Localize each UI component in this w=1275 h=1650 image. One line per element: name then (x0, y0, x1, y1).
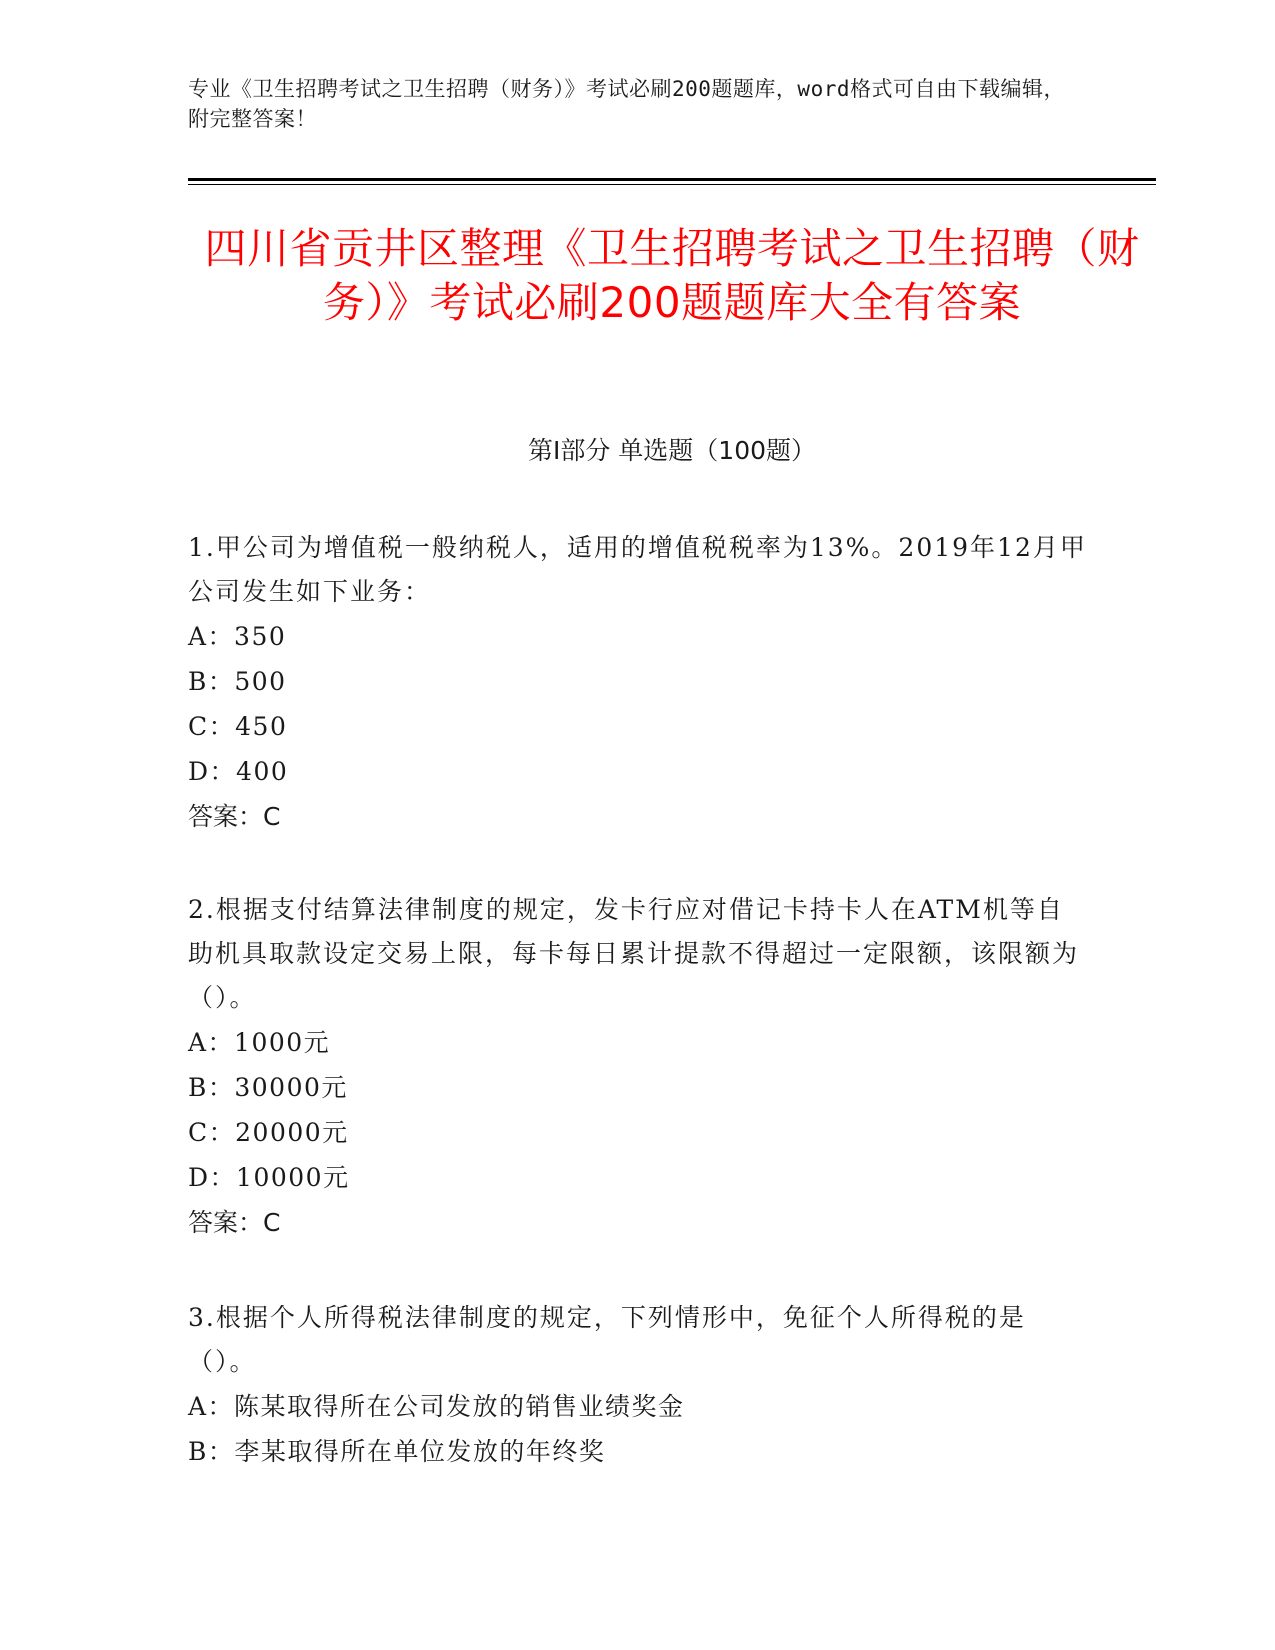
option-a: A：陈某取得所在公司发放的销售业绩奖金 (188, 1392, 685, 1421)
option-b: B：30000元 (188, 1073, 348, 1102)
header-note: 专业《卫生招聘考试之卫生招聘（财务）》考试必刷200题题库，word格式可自由下载编辑，附完整答案！ (188, 77, 1065, 131)
option-a: A：350 (188, 622, 287, 651)
answer: 答案：C (188, 1208, 281, 1237)
question-3 (188, 1296, 1088, 1474)
option-c: C：20000元 (188, 1118, 349, 1147)
option-b: B：500 (188, 667, 287, 696)
header-rule-thin (188, 184, 1156, 185)
option-c: C：450 (188, 712, 288, 741)
header-rule-thick (188, 178, 1156, 181)
option-d: D：10000元 (188, 1163, 350, 1192)
section-title: 第I部分 单选题（100题） (527, 436, 817, 465)
option-d: D：400 (188, 757, 289, 786)
question-stem: 1.甲公司为增值税一般纳税人，适用的增值税税率为13%。2019年12月甲公司发生如下业务： (188, 533, 1087, 606)
question-1 (188, 526, 1088, 839)
option-a: A：1000元 (188, 1028, 331, 1057)
answer: 答案：C (188, 802, 281, 831)
question-stem: 3.根据个人所得税法律制度的规定，下列情形中，免征个人所得税的是（）。 (188, 1303, 1026, 1376)
document-title: 四川省贡井区整理《卫生招聘考试之卫生招聘（财务）》考试必刷200题题库大全有答案 (204, 224, 1140, 327)
option-b: B：李某取得所在单位发放的年终奖 (188, 1437, 606, 1466)
question-2 (188, 888, 1088, 1245)
question-stem: 2.根据支付结算法律制度的规定，发卡行应对借记卡持卡人在ATM机等自助机具取款设定交易上限，每卡每日累计提款不得超过一定限额，该限额为（）。 (188, 895, 1080, 1012)
